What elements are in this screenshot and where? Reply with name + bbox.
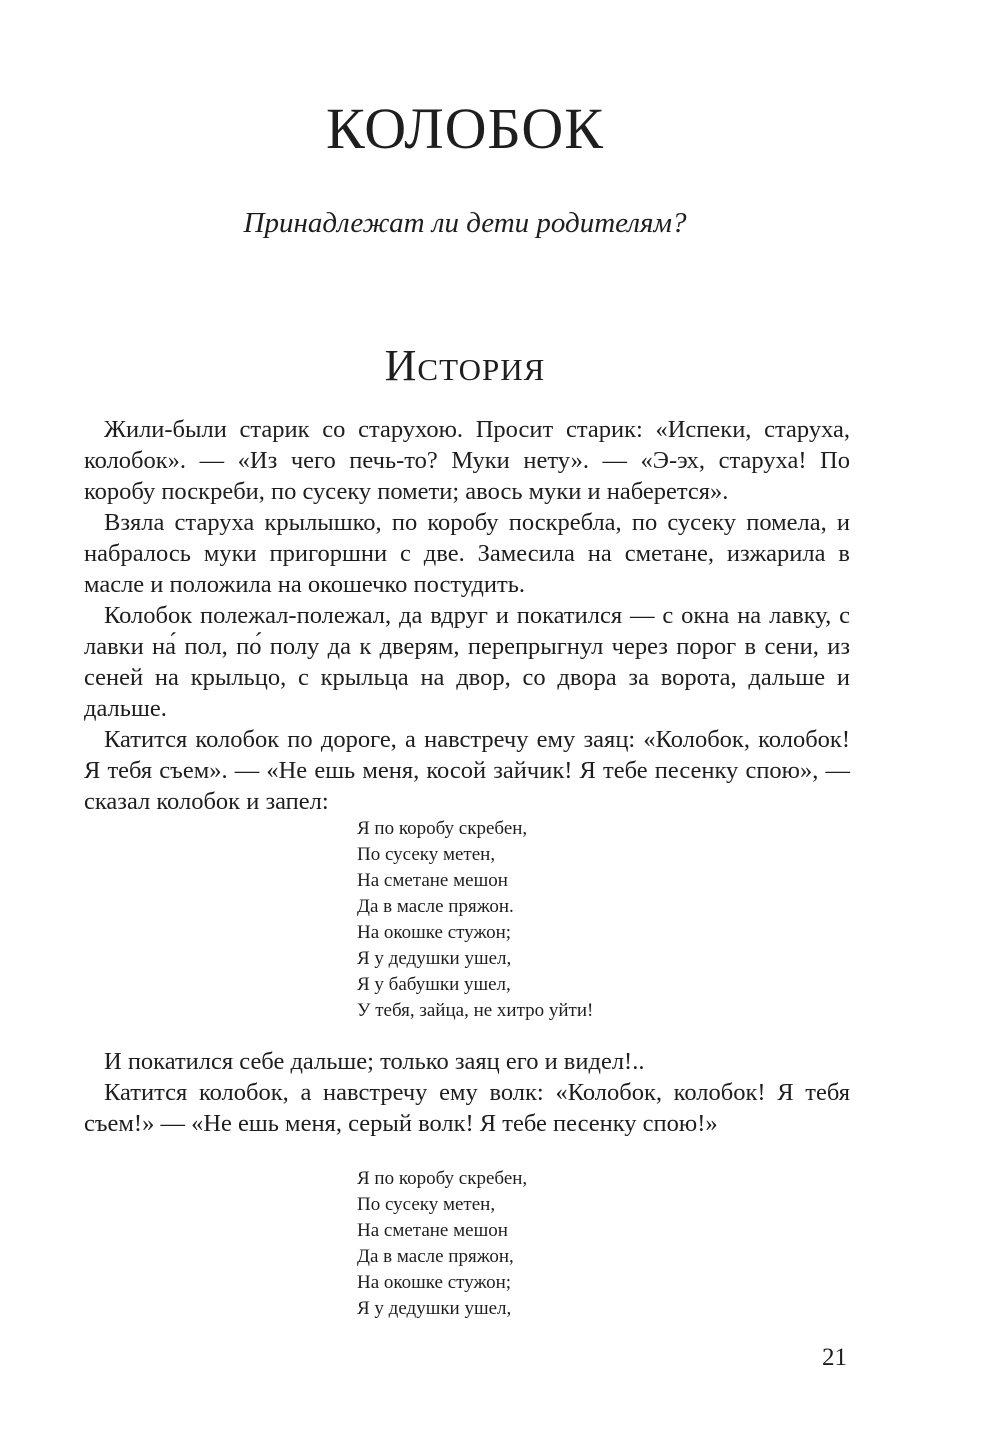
page-number: 21 — [822, 1344, 847, 1371]
paragraph: Колобок полежал-полежал, да вдруг и покатился — с окна на лавку, с лавки на́ пол, по́ полу да к дверям, перепрыгнул через порог в сени, из сеней на крыльцо, с крыльца на двор, со двора за ворота, дальше и дальше. — [84, 602, 850, 722]
verse-line: Да в масле пряжон, — [357, 1246, 514, 1267]
paragraph: Катится колобок по дороге, а навстречу ему заяц: «Колобок, колобок! Я тебя съем». — «Не ешь меня, косой зайчик! Я тебе песенку спою», — сказал колобок и запел: — [84, 726, 850, 815]
verse-line: На сметане мешон — [357, 870, 508, 891]
song-verse-2 — [357, 1166, 527, 1322]
verse-line: Я по коробу скребен, — [357, 1168, 528, 1189]
verse-line: На окошке стужон; — [357, 1272, 512, 1293]
verse-line: У тебя, зайца, не хитро уйти! — [357, 1000, 594, 1021]
paragraph: Взяла старуха крылышко, по коробу поскребла, по сусеку помела, и набралось муки пригоршни с две. Замесила на сметане, изжарила в масле и положила на окошечко постудить. — [84, 509, 850, 598]
verse-line: На окошке стужон; — [357, 922, 512, 943]
verse-line: Я у бабушки ушел, — [357, 974, 511, 995]
chapter-subtitle: Принадлежат ли дети родителям? — [243, 207, 687, 239]
verse-line: Я у дедушки ушел, — [357, 1298, 512, 1319]
paragraph: И покатился себе дальше; только заяц его и видел!.. — [104, 1048, 645, 1075]
story-text-part2 — [84, 1046, 850, 1139]
paragraph: Жили-были старик со старухою. Просит старик: «Испеки, старуха, колобок». — «Из чего печь-то? Муки нету». — «Э-эх, старуха! По коробу поскреби, по сусеку помети; авось муки и наберется». — [84, 416, 850, 505]
verse-line: Я у дедушки ушел, — [357, 948, 512, 969]
song-verse-1 — [357, 816, 593, 1024]
verse-line: На сметане мешон — [357, 1220, 508, 1241]
section-heading: История — [384, 341, 546, 390]
verse-line: По сусеку метен, — [357, 1194, 496, 1215]
paragraph: Катится колобок, а навстречу ему волк: «Колобок, колобок! Я тебя съем!» — «Не ешь меня, серый волк! Я тебе песенку спою!» — [84, 1079, 850, 1137]
verse-line: По сусеку метен, — [357, 844, 496, 865]
verse-line: Я по коробу скребен, — [357, 818, 528, 839]
chapter-title: КОЛОБОК — [326, 96, 604, 161]
story-text-part1 — [84, 414, 850, 817]
verse-line: Да в масле пряжон. — [357, 896, 514, 917]
